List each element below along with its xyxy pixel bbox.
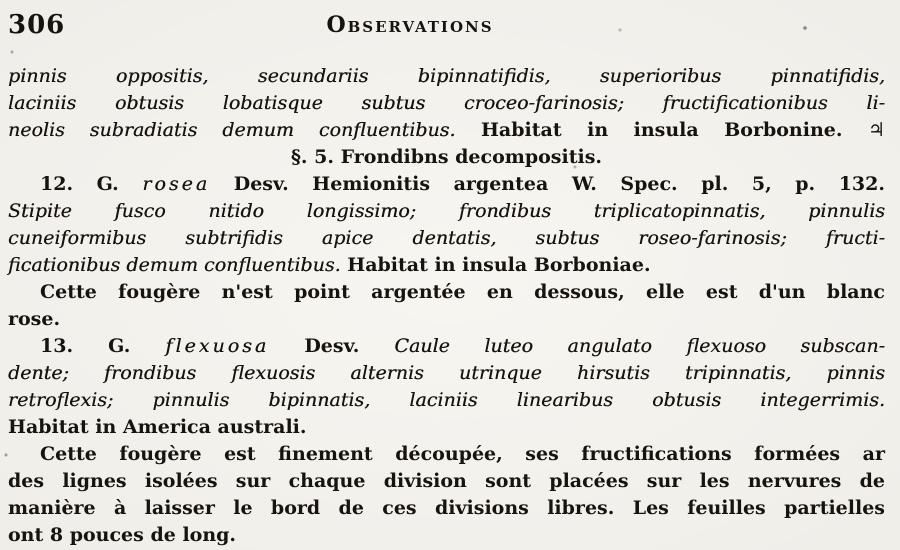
text-line (8, 63, 885, 90)
text-line (8, 306, 885, 333)
text-segment: ont 8 pouces de long. (8, 524, 237, 546)
text-line (8, 252, 885, 279)
text-segment: Habitat in insula Borbonine. ♃ (455, 119, 885, 141)
text-line (8, 441, 885, 468)
text-line (8, 522, 885, 549)
text-segment: rosea (142, 173, 211, 195)
text-segment: §. 5. Frondibns decompositis. (290, 146, 603, 168)
text-segment: Cette fougère n'est point argentée en dessous, elle est d'un blanc (40, 281, 885, 303)
text-segment: Desv. (269, 335, 395, 357)
text-segment: dente; frondibus flexuosis alternis utrinque hirsutis tripinnatis, pinnis (8, 362, 885, 384)
text-segment: Desv. Hemionitis argentea W. Spec. pl. 5, p. 132. (210, 173, 885, 195)
text-segment: neolis subradiatis demum confluentibus. (8, 119, 456, 141)
text-segment: Habitat in America australi. (8, 416, 307, 438)
text-line (8, 90, 885, 117)
page-header (0, 8, 900, 48)
text-segment: 13. G. (40, 335, 166, 357)
text-block (8, 63, 885, 549)
text-line (8, 414, 885, 441)
text-line (8, 198, 885, 225)
text-segment: 12. G. (40, 173, 143, 195)
text-line (8, 144, 885, 171)
text-line (8, 333, 885, 360)
text-segment: rose. (8, 308, 61, 330)
text-line (8, 468, 885, 495)
text-line (8, 225, 885, 252)
text-segment: manière à laisser le bord de ces divisions libres. Les feuilles partielles (8, 497, 885, 519)
text-segment: retroflexis; pinnulis bipinnatis, laciniis linearibus obtusis integerrimis. (8, 389, 885, 411)
text-segment: ficationibus demum confluentibus. (8, 254, 341, 276)
text-segment: flexuosa (165, 335, 270, 357)
text-segment: laciniis obtusis lobatisque subtus croceo-farinosis; fructificationibus li- (8, 92, 885, 114)
text-segment: Caule luteo angulato flexuoso subscan- (394, 335, 885, 357)
running-title: Observations (326, 12, 494, 38)
text-line (8, 171, 885, 198)
text-segment: Cette fougère est finement découpée, ses fructifications formées ar (40, 443, 885, 465)
text-line (8, 117, 885, 144)
text-segment: cuneiformibus subtrifidis apice dentatis, subtus roseo-farinosis; fructi- (8, 227, 885, 249)
text-segment: des lignes isolées sur chaque division sont placées sur les nervures de (8, 470, 885, 492)
text-line (8, 387, 885, 414)
text-segment: pinnis oppositis, secundariis bipinnatifidis, superioribus pinnatifidis, (8, 65, 885, 87)
text-segment: Stipite fusco nitido longissimo; frondibus triplicatopinnatis, pinnulis (8, 200, 885, 222)
text-segment: Habitat in insula Borboniae. (340, 254, 651, 276)
text-line (8, 495, 885, 522)
text-line (8, 360, 885, 387)
page-number: 306 (8, 10, 66, 40)
text-line (8, 279, 885, 306)
